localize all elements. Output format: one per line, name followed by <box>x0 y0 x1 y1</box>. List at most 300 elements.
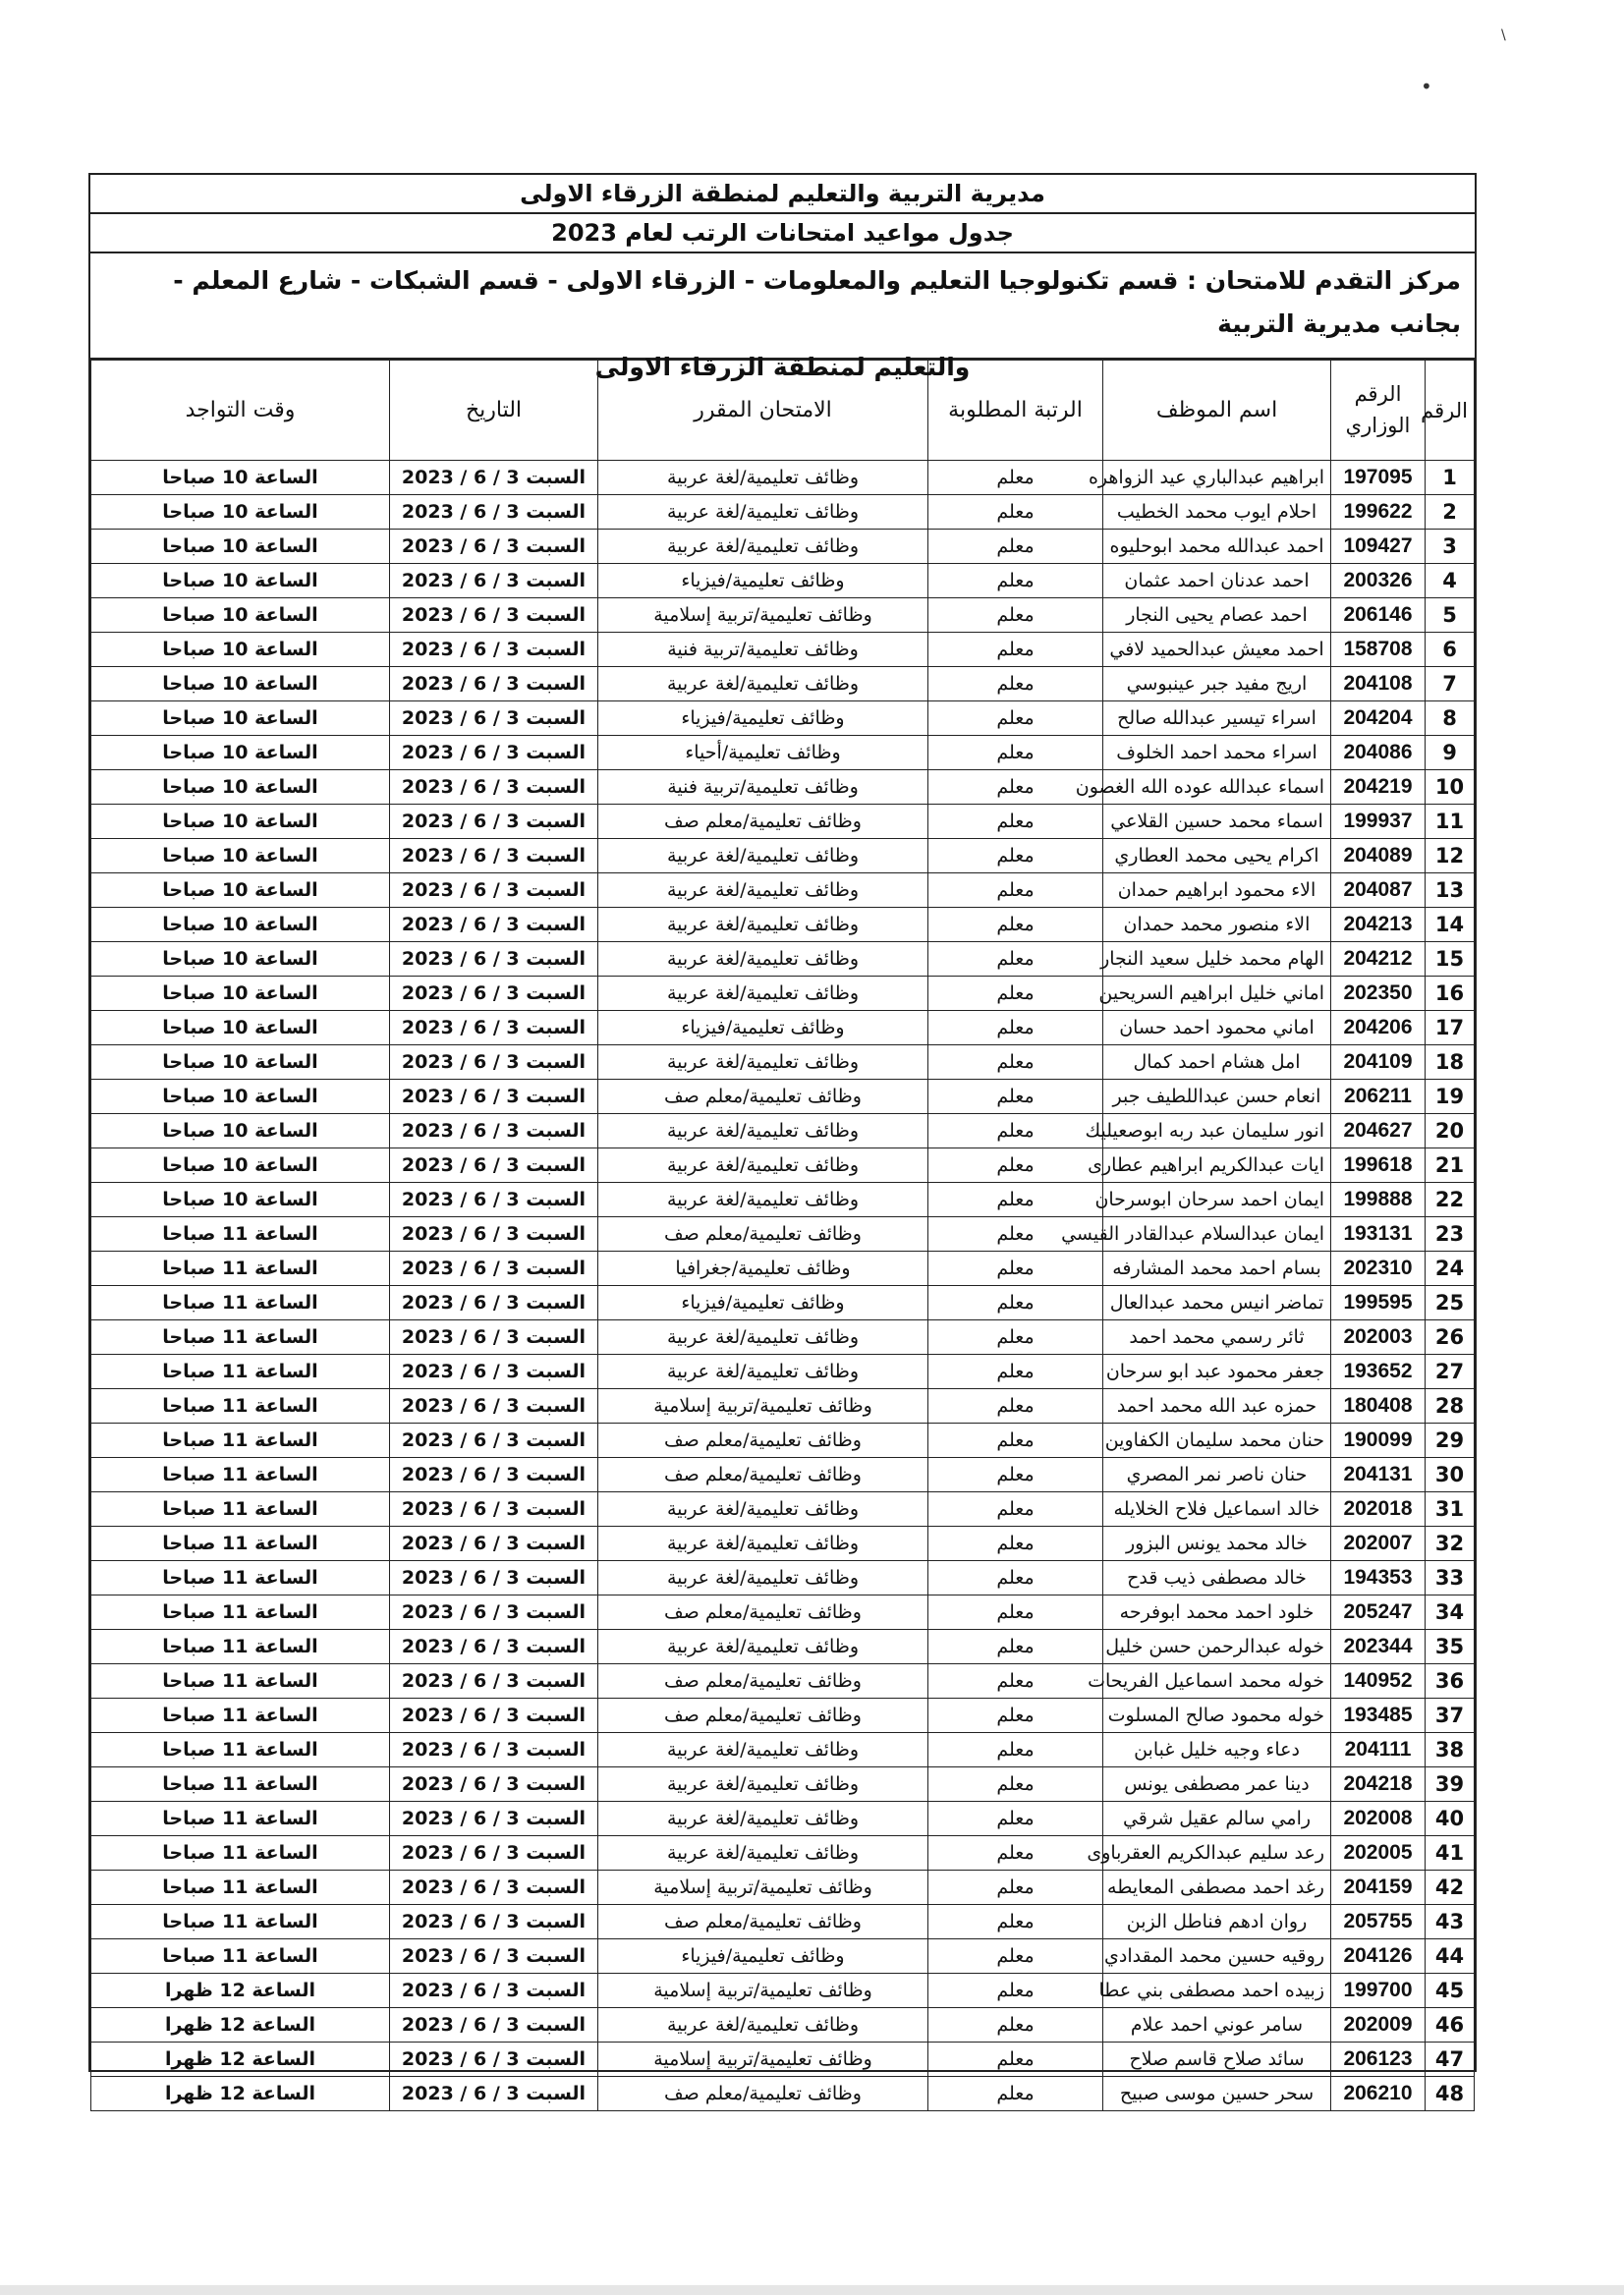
row-attendance-time: الساعة 10 صباحا <box>91 1011 390 1045</box>
row-index: 31 <box>1426 1492 1475 1527</box>
row-national-id: 199937 <box>1331 805 1426 839</box>
row-exam: وظائف تعليمية/فيزياء <box>598 1939 928 1974</box>
row-national-id: 206123 <box>1331 2043 1426 2077</box>
table-row <box>91 1355 1475 1389</box>
row-employee-name: خوله محمد اسماعيل الفريحات <box>1103 1664 1331 1699</box>
column-header-index: الرقم <box>1426 361 1475 461</box>
row-date: السبت 3 / 6 / 2023 <box>390 805 598 839</box>
row-national-id: 206211 <box>1331 1080 1426 1114</box>
scan-dot: • <box>1421 75 1432 98</box>
row-required-rank: معلم <box>928 1080 1103 1114</box>
row-national-id: 204086 <box>1331 736 1426 770</box>
row-attendance-time: الساعة 10 صباحا <box>91 770 390 805</box>
row-date: السبت 3 / 6 / 2023 <box>390 2077 598 2111</box>
row-attendance-time: الساعة 10 صباحا <box>91 564 390 598</box>
row-index: 47 <box>1426 2043 1475 2077</box>
row-attendance-time: الساعة 10 صباحا <box>91 908 390 942</box>
row-exam: وظائف تعليمية/معلم صف <box>598 1424 928 1458</box>
column-header-exam: الامتحان المقرر <box>598 361 928 461</box>
row-date: السبت 3 / 6 / 2023 <box>390 1458 598 1492</box>
row-attendance-time: الساعة 10 صباحا <box>91 942 390 977</box>
row-index: 46 <box>1426 2008 1475 2043</box>
row-date: السبت 3 / 6 / 2023 <box>390 1664 598 1699</box>
row-required-rank: معلم <box>928 1355 1103 1389</box>
row-national-id: 140952 <box>1331 1664 1426 1699</box>
table-row <box>91 1183 1475 1217</box>
row-exam: وظائف تعليمية/لغة عربية <box>598 1733 928 1767</box>
table-row <box>91 564 1475 598</box>
row-index: 10 <box>1426 770 1475 805</box>
row-date: السبت 3 / 6 / 2023 <box>390 1630 598 1664</box>
row-employee-name: ايمان احمد سرحان ابوسرحان <box>1103 1183 1331 1217</box>
row-employee-name: امل هشام احمد كمال <box>1103 1045 1331 1080</box>
row-employee-name: احمد عصام يحيى النجار <box>1103 598 1331 633</box>
row-attendance-time: الساعة 11 صباحا <box>91 1389 390 1424</box>
row-attendance-time: الساعة 12 ظهرا <box>91 2008 390 2043</box>
row-national-id: 204206 <box>1331 1011 1426 1045</box>
row-exam: وظائف تعليمية/معلم صف <box>598 1595 928 1630</box>
row-national-id: 204219 <box>1331 770 1426 805</box>
row-required-rank: معلم <box>928 1733 1103 1767</box>
row-employee-name: رامي سالم عقيل شرقي <box>1103 1802 1331 1836</box>
row-employee-name: دعاء وجيه خليل غبابن <box>1103 1733 1331 1767</box>
row-required-rank: معلم <box>928 1802 1103 1836</box>
row-date: السبت 3 / 6 / 2023 <box>390 1355 598 1389</box>
row-date: السبت 3 / 6 / 2023 <box>390 667 598 701</box>
row-date: السبت 3 / 6 / 2023 <box>390 495 598 530</box>
row-required-rank: معلم <box>928 1939 1103 1974</box>
row-date: السبت 3 / 6 / 2023 <box>390 2008 598 2043</box>
row-attendance-time: الساعة 11 صباحا <box>91 1836 390 1871</box>
row-national-id: 193485 <box>1331 1699 1426 1733</box>
row-date: السبت 3 / 6 / 2023 <box>390 1148 598 1183</box>
row-national-id: 202005 <box>1331 1836 1426 1871</box>
row-attendance-time: الساعة 11 صباحا <box>91 1939 390 1974</box>
table-row <box>91 1114 1475 1148</box>
row-national-id: 204627 <box>1331 1114 1426 1148</box>
row-date: السبت 3 / 6 / 2023 <box>390 1183 598 1217</box>
row-required-rank: معلم <box>928 1871 1103 1905</box>
scan-bottom-edge <box>0 2285 1624 2295</box>
row-employee-name: ايمان عبدالسلام عبدالقادر القيسي <box>1103 1217 1331 1252</box>
row-date: السبت 3 / 6 / 2023 <box>390 598 598 633</box>
row-date: السبت 3 / 6 / 2023 <box>390 1080 598 1114</box>
table-row <box>91 1045 1475 1080</box>
row-exam: وظائف تعليمية/فيزياء <box>598 701 928 736</box>
table-row <box>91 1080 1475 1114</box>
row-required-rank: معلم <box>928 1286 1103 1320</box>
table-row <box>91 1148 1475 1183</box>
row-exam: وظائف تعليمية/معلم صف <box>598 2077 928 2111</box>
row-date: السبت 3 / 6 / 2023 <box>390 1527 598 1561</box>
row-required-rank: معلم <box>928 530 1103 564</box>
row-national-id: 199888 <box>1331 1183 1426 1217</box>
row-attendance-time: الساعة 11 صباحا <box>91 1424 390 1458</box>
row-index: 34 <box>1426 1595 1475 1630</box>
row-employee-name: خالد اسماعيل فلاح الخلايله <box>1103 1492 1331 1527</box>
row-date: السبت 3 / 6 / 2023 <box>390 1767 598 1802</box>
row-required-rank: معلم <box>928 1252 1103 1286</box>
row-exam: وظائف تعليمية/لغة عربية <box>598 977 928 1011</box>
table-row <box>91 1389 1475 1424</box>
row-date: السبت 3 / 6 / 2023 <box>390 1424 598 1458</box>
row-national-id: 193652 <box>1331 1355 1426 1389</box>
row-national-id: 204089 <box>1331 839 1426 873</box>
row-exam: وظائف تعليمية/معلم صف <box>598 1217 928 1252</box>
row-attendance-time: الساعة 11 صباحا <box>91 1664 390 1699</box>
table-row <box>91 2043 1475 2077</box>
row-index: 36 <box>1426 1664 1475 1699</box>
table-row <box>91 977 1475 1011</box>
row-employee-name: اسراء تيسير عبدالله صالح <box>1103 701 1331 736</box>
row-required-rank: معلم <box>928 1320 1103 1355</box>
row-index: 27 <box>1426 1355 1475 1389</box>
row-date: السبت 3 / 6 / 2023 <box>390 1011 598 1045</box>
schedule-title: جدول مواعيد امتحانات الرتب لعام 2023 <box>90 214 1475 253</box>
row-national-id: 202344 <box>1331 1630 1426 1664</box>
row-required-rank: معلم <box>928 1148 1103 1183</box>
row-index: 12 <box>1426 839 1475 873</box>
row-required-rank: معلم <box>928 805 1103 839</box>
row-employee-name: خالد مصطفى ذيب قدح <box>1103 1561 1331 1595</box>
row-attendance-time: الساعة 11 صباحا <box>91 1595 390 1630</box>
row-attendance-time: الساعة 11 صباحا <box>91 1905 390 1939</box>
row-required-rank: معلم <box>928 1836 1103 1871</box>
row-required-rank: معلم <box>928 770 1103 805</box>
row-national-id: 193131 <box>1331 1217 1426 1252</box>
row-attendance-time: الساعة 11 صباحا <box>91 1492 390 1527</box>
row-national-id: 202007 <box>1331 1527 1426 1561</box>
row-index: 22 <box>1426 1183 1475 1217</box>
row-index: 20 <box>1426 1114 1475 1148</box>
table-row <box>91 1595 1475 1630</box>
row-date: السبت 3 / 6 / 2023 <box>390 1252 598 1286</box>
row-attendance-time: الساعة 10 صباحا <box>91 1183 390 1217</box>
row-national-id: 199700 <box>1331 1974 1426 2008</box>
row-required-rank: معلم <box>928 633 1103 667</box>
row-exam: وظائف تعليمية/تربية إسلامية <box>598 598 928 633</box>
row-attendance-time: الساعة 11 صباحا <box>91 1527 390 1561</box>
table-row <box>91 633 1475 667</box>
row-required-rank: معلم <box>928 564 1103 598</box>
row-exam: وظائف تعليمية/فيزياء <box>598 1286 928 1320</box>
row-attendance-time: الساعة 10 صباحا <box>91 667 390 701</box>
column-header-name: اسم الموظف <box>1103 361 1331 461</box>
table-row <box>91 1664 1475 1699</box>
row-employee-name: الاء منصور محمد حمدان <box>1103 908 1331 942</box>
table-row <box>91 736 1475 770</box>
table-row <box>91 1320 1475 1355</box>
table-row <box>91 942 1475 977</box>
row-index: 30 <box>1426 1458 1475 1492</box>
row-employee-name: حنان ناصر نمر المصري <box>1103 1458 1331 1492</box>
row-attendance-time: الساعة 10 صباحا <box>91 1045 390 1080</box>
row-index: 45 <box>1426 1974 1475 2008</box>
row-index: 24 <box>1426 1252 1475 1286</box>
row-national-id: 204087 <box>1331 873 1426 908</box>
row-employee-name: روان ادهم فناطل الزبن <box>1103 1905 1331 1939</box>
row-date: السبت 3 / 6 / 2023 <box>390 701 598 736</box>
row-date: السبت 3 / 6 / 2023 <box>390 564 598 598</box>
row-employee-name: رغد احمد مصطفى المعايطه <box>1103 1871 1331 1905</box>
row-date: السبت 3 / 6 / 2023 <box>390 1492 598 1527</box>
row-required-rank: معلم <box>928 667 1103 701</box>
schedule-document <box>88 173 1477 2105</box>
row-national-id: 190099 <box>1331 1424 1426 1458</box>
row-exam: وظائف تعليمية/تربية إسلامية <box>598 1871 928 1905</box>
row-employee-name: خالد محمد يونس البزور <box>1103 1527 1331 1561</box>
row-exam: وظائف تعليمية/لغة عربية <box>598 908 928 942</box>
row-exam: وظائف تعليمية/لغة عربية <box>598 1183 928 1217</box>
row-attendance-time: الساعة 11 صباحا <box>91 1217 390 1252</box>
row-national-id: 199618 <box>1331 1148 1426 1183</box>
row-index: 13 <box>1426 873 1475 908</box>
table-row <box>91 1527 1475 1561</box>
row-date: السبت 3 / 6 / 2023 <box>390 1802 598 1836</box>
row-required-rank: معلم <box>928 1183 1103 1217</box>
row-required-rank: معلم <box>928 1424 1103 1458</box>
row-exam: وظائف تعليمية/لغة عربية <box>598 839 928 873</box>
table-row <box>91 1217 1475 1252</box>
row-employee-name: خوله عبدالرحمن حسن خليل <box>1103 1630 1331 1664</box>
row-required-rank: معلم <box>928 2077 1103 2111</box>
row-attendance-time: الساعة 11 صباحا <box>91 1561 390 1595</box>
row-date: السبت 3 / 6 / 2023 <box>390 1114 598 1148</box>
row-national-id: 204111 <box>1331 1733 1426 1767</box>
row-attendance-time: الساعة 10 صباحا <box>91 461 390 495</box>
row-date: السبت 3 / 6 / 2023 <box>390 1974 598 2008</box>
table-row <box>91 770 1475 805</box>
row-index: 8 <box>1426 701 1475 736</box>
row-employee-name: اسماء عبدالله عوده الله الغصون <box>1103 770 1331 805</box>
row-national-id: 204204 <box>1331 701 1426 736</box>
row-index: 17 <box>1426 1011 1475 1045</box>
table-row <box>91 1802 1475 1836</box>
row-national-id: 204159 <box>1331 1871 1426 1905</box>
row-required-rank: معلم <box>928 839 1103 873</box>
table-row <box>91 1458 1475 1492</box>
row-employee-name: اكرام يحيى محمد العطاري <box>1103 839 1331 873</box>
row-employee-name: ثائر رسمي محمد احمد <box>1103 1320 1331 1355</box>
row-employee-name: روقيه حسين محمد المقدادي <box>1103 1939 1331 1974</box>
row-national-id: 200326 <box>1331 564 1426 598</box>
row-index: 9 <box>1426 736 1475 770</box>
table-row <box>91 1252 1475 1286</box>
row-exam: وظائف تعليمية/فيزياء <box>598 564 928 598</box>
row-national-id: 202310 <box>1331 1252 1426 1286</box>
row-required-rank: معلم <box>928 1630 1103 1664</box>
row-exam: وظائف تعليمية/معلم صف <box>598 1699 928 1733</box>
row-exam: وظائف تعليمية/تربية فنية <box>598 633 928 667</box>
row-date: السبت 3 / 6 / 2023 <box>390 1733 598 1767</box>
row-attendance-time: الساعة 12 ظهرا <box>91 2077 390 2111</box>
row-employee-name: ايات عبدالكريم ابراهيم عطارى <box>1103 1148 1331 1183</box>
row-exam: وظائف تعليمية/لغة عربية <box>598 1114 928 1148</box>
row-employee-name: اسماء محمد حسين القلاعي <box>1103 805 1331 839</box>
row-national-id: 202003 <box>1331 1320 1426 1355</box>
table-row <box>91 1836 1475 1871</box>
row-exam: وظائف تعليمية/لغة عربية <box>598 1492 928 1527</box>
row-exam: وظائف تعليمية/لغة عربية <box>598 2008 928 2043</box>
row-index: 19 <box>1426 1080 1475 1114</box>
row-attendance-time: الساعة 10 صباحا <box>91 530 390 564</box>
row-required-rank: معلم <box>928 1699 1103 1733</box>
row-index: 29 <box>1426 1424 1475 1458</box>
row-attendance-time: الساعة 10 صباحا <box>91 633 390 667</box>
row-date: السبت 3 / 6 / 2023 <box>390 908 598 942</box>
row-exam: وظائف تعليمية/لغة عربية <box>598 461 928 495</box>
row-exam: وظائف تعليمية/لغة عربية <box>598 1767 928 1802</box>
row-employee-name: احمد عدنان احمد عثمان <box>1103 564 1331 598</box>
table-row <box>91 1733 1475 1767</box>
row-required-rank: معلم <box>928 1767 1103 1802</box>
row-exam: وظائف تعليمية/لغة عربية <box>598 1836 928 1871</box>
row-employee-name: احلام ايوب محمد الخطيب <box>1103 495 1331 530</box>
row-exam: وظائف تعليمية/معلم صف <box>598 1905 928 1939</box>
row-employee-name: تماضر انيس محمد عبدالعال <box>1103 1286 1331 1320</box>
row-required-rank: معلم <box>928 1458 1103 1492</box>
row-index: 16 <box>1426 977 1475 1011</box>
row-index: 11 <box>1426 805 1475 839</box>
row-required-rank: معلم <box>928 1217 1103 1252</box>
row-exam: وظائف تعليمية/لغة عربية <box>598 1045 928 1080</box>
row-employee-name: اماني محمود احمد حسان <box>1103 1011 1331 1045</box>
row-required-rank: معلم <box>928 1561 1103 1595</box>
row-national-id: 158708 <box>1331 633 1426 667</box>
row-exam: وظائف تعليمية/لغة عربية <box>598 1527 928 1561</box>
row-date: السبت 3 / 6 / 2023 <box>390 1286 598 1320</box>
row-date: السبت 3 / 6 / 2023 <box>390 1561 598 1595</box>
row-employee-name: انور سليمان عبد ربه ابوصعيليك <box>1103 1114 1331 1148</box>
scan-mark: \ <box>1501 28 1506 43</box>
row-required-rank: معلم <box>928 1011 1103 1045</box>
row-date: السبت 3 / 6 / 2023 <box>390 770 598 805</box>
table-row <box>91 908 1475 942</box>
row-index: 15 <box>1426 942 1475 977</box>
row-date: السبت 3 / 6 / 2023 <box>390 977 598 1011</box>
row-index: 2 <box>1426 495 1475 530</box>
row-index: 33 <box>1426 1561 1475 1595</box>
row-required-rank: معلم <box>928 598 1103 633</box>
row-required-rank: معلم <box>928 1492 1103 1527</box>
row-employee-name: حنان محمد سليمان الكفاوين <box>1103 1424 1331 1458</box>
exam-schedule-table <box>90 360 1475 2111</box>
row-exam: وظائف تعليمية/تربية إسلامية <box>598 1974 928 2008</box>
row-required-rank: معلم <box>928 977 1103 1011</box>
exam-center-line-2: والتعليم لمنطقة الزرقاء الاولى <box>594 353 971 381</box>
row-index: 37 <box>1426 1699 1475 1733</box>
row-national-id: 205755 <box>1331 1905 1426 1939</box>
row-required-rank: معلم <box>928 1114 1103 1148</box>
column-header-national-id: الرقم الوزاري <box>1331 361 1426 461</box>
row-attendance-time: الساعة 10 صباحا <box>91 839 390 873</box>
row-index: 28 <box>1426 1389 1475 1424</box>
table-row <box>91 701 1475 736</box>
row-exam: وظائف تعليمية/لغة عربية <box>598 942 928 977</box>
row-required-rank: معلم <box>928 736 1103 770</box>
row-national-id: 204131 <box>1331 1458 1426 1492</box>
row-exam: وظائف تعليمية/لغة عربية <box>598 1355 928 1389</box>
row-attendance-time: الساعة 11 صباحا <box>91 1733 390 1767</box>
row-index: 21 <box>1426 1148 1475 1183</box>
row-employee-name: رعد سليم عبدالكريم العقرباوى <box>1103 1836 1331 1871</box>
row-date: السبت 3 / 6 / 2023 <box>390 1871 598 1905</box>
row-date: السبت 3 / 6 / 2023 <box>390 1836 598 1871</box>
table-row <box>91 461 1475 495</box>
table-row <box>91 1939 1475 1974</box>
table-row <box>91 1699 1475 1733</box>
row-national-id: 199622 <box>1331 495 1426 530</box>
row-attendance-time: الساعة 10 صباحا <box>91 701 390 736</box>
row-index: 38 <box>1426 1733 1475 1767</box>
exam-center-info <box>90 253 1475 381</box>
table-row <box>91 667 1475 701</box>
row-exam: وظائف تعليمية/معلم صف <box>598 1664 928 1699</box>
row-attendance-time: الساعة 10 صباحا <box>91 1114 390 1148</box>
row-required-rank: معلم <box>928 873 1103 908</box>
row-index: 18 <box>1426 1045 1475 1080</box>
row-attendance-time: الساعة 10 صباحا <box>91 1080 390 1114</box>
table-row <box>91 2077 1475 2111</box>
table-row <box>91 1767 1475 1802</box>
row-national-id: 204218 <box>1331 1767 1426 1802</box>
row-attendance-time: الساعة 10 صباحا <box>91 736 390 770</box>
row-exam: وظائف تعليمية/لغة عربية <box>598 1802 928 1836</box>
row-index: 14 <box>1426 908 1475 942</box>
row-exam: وظائف تعليمية/معلم صف <box>598 1080 928 1114</box>
row-attendance-time: الساعة 10 صباحا <box>91 977 390 1011</box>
row-attendance-time: الساعة 10 صباحا <box>91 873 390 908</box>
row-national-id: 197095 <box>1331 461 1426 495</box>
exam-center-line-1: مركز التقدم للامتحان : قسم تكنولوجيا التعليم والمعلومات - الزرقاء الاولى - قسم الشبكات - شارع المعلم - بجانب مديرية التربية <box>173 266 1461 338</box>
column-header-time: وقت التواجد <box>91 361 390 461</box>
row-index: 4 <box>1426 564 1475 598</box>
row-index: 25 <box>1426 1286 1475 1320</box>
row-index: 41 <box>1426 1836 1475 1871</box>
table-row <box>91 530 1475 564</box>
row-required-rank: معلم <box>928 1595 1103 1630</box>
row-national-id: 205247 <box>1331 1595 1426 1630</box>
row-national-id: 202350 <box>1331 977 1426 1011</box>
table-row <box>91 1871 1475 1905</box>
row-date: السبت 3 / 6 / 2023 <box>390 1320 598 1355</box>
row-exam: وظائف تعليمية/تربية إسلامية <box>598 1389 928 1424</box>
row-exam: وظائف تعليمية/لغة عربية <box>598 530 928 564</box>
table-row <box>91 495 1475 530</box>
row-date: السبت 3 / 6 / 2023 <box>390 1389 598 1424</box>
row-date: السبت 3 / 6 / 2023 <box>390 633 598 667</box>
table-row <box>91 598 1475 633</box>
row-employee-name: دينا عمر مصطفى يونس <box>1103 1767 1331 1802</box>
row-employee-name: جعفر محمود عبد ابو سرحان <box>1103 1355 1331 1389</box>
row-index: 32 <box>1426 1527 1475 1561</box>
table-row <box>91 1630 1475 1664</box>
row-national-id: 109427 <box>1331 530 1426 564</box>
table-row <box>91 1974 1475 2008</box>
row-exam: وظائف تعليمية/تربية إسلامية <box>598 2043 928 2077</box>
row-date: السبت 3 / 6 / 2023 <box>390 736 598 770</box>
row-date: السبت 3 / 6 / 2023 <box>390 942 598 977</box>
table-row <box>91 1905 1475 1939</box>
row-exam: وظائف تعليمية/تربية فنية <box>598 770 928 805</box>
row-index: 42 <box>1426 1871 1475 1905</box>
row-attendance-time: الساعة 11 صباحا <box>91 1355 390 1389</box>
row-required-rank: معلم <box>928 1527 1103 1561</box>
row-employee-name: انعام حسن عبداللطيف جبر <box>1103 1080 1331 1114</box>
row-exam: وظائف تعليمية/أحياء <box>598 736 928 770</box>
table-body <box>91 461 1475 2111</box>
row-employee-name: حمزه عبد الله محمد احمد <box>1103 1389 1331 1424</box>
